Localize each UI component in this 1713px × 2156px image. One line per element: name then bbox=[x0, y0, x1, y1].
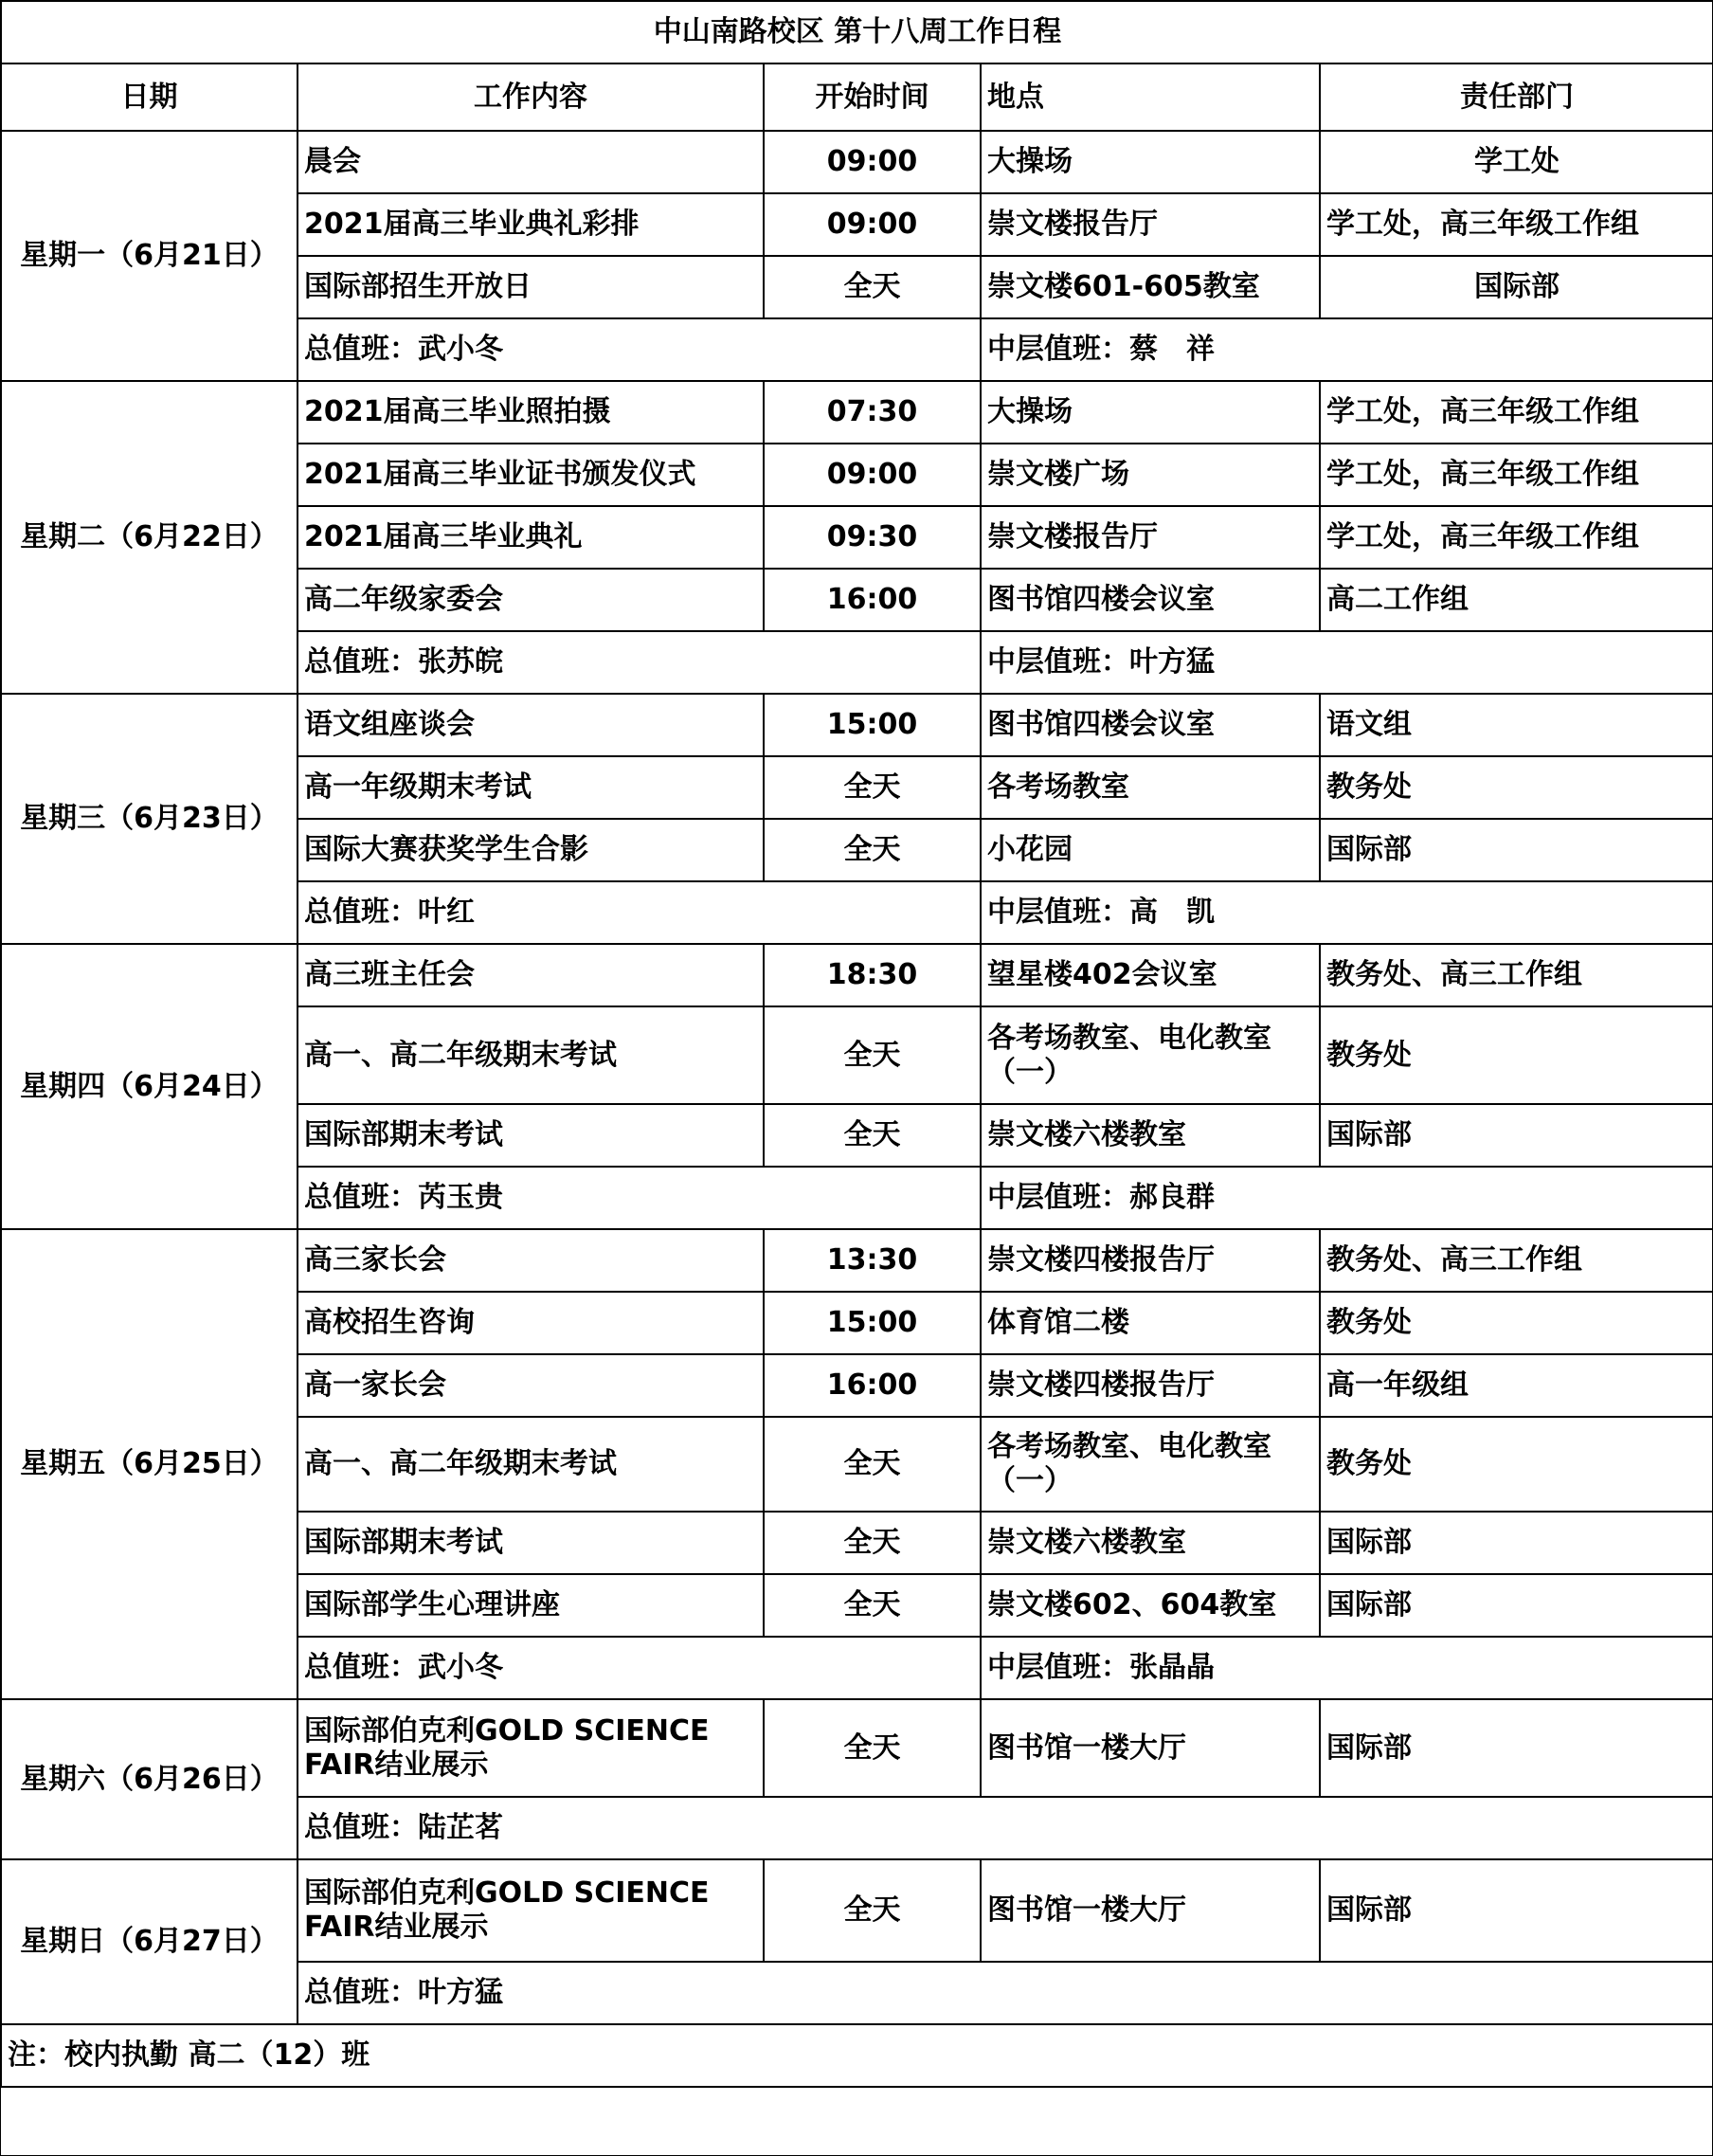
duty-middle: 中层值班：叶方猛 bbox=[981, 631, 1713, 694]
work-content: 国际部招生开放日 bbox=[298, 256, 764, 318]
day-label: 星期一（6月21日） bbox=[1, 131, 298, 381]
work-content: 语文组座谈会 bbox=[298, 694, 764, 756]
responsible-dept: 教务处、高三工作组 bbox=[1320, 944, 1713, 1006]
start-time: 09:00 bbox=[764, 131, 981, 193]
location: 图书馆四楼会议室 bbox=[981, 569, 1320, 631]
location: 图书馆一楼大厅 bbox=[981, 1699, 1320, 1797]
duty-general: 总值班：张苏皖 bbox=[298, 631, 981, 694]
location: 崇文楼六楼教室 bbox=[981, 1512, 1320, 1574]
footer-note: 注：校内执勤 高二（12）班 bbox=[1, 2024, 1713, 2087]
responsible-dept: 教务处 bbox=[1320, 1292, 1713, 1354]
day-label: 星期六（6月26日） bbox=[1, 1699, 298, 1859]
duty-middle: 中层值班：郝良群 bbox=[981, 1167, 1713, 1229]
location: 图书馆四楼会议室 bbox=[981, 694, 1320, 756]
responsible-dept: 语文组 bbox=[1320, 694, 1713, 756]
location: 各考场教室 bbox=[981, 756, 1320, 819]
start-time: 全天 bbox=[764, 1574, 981, 1637]
work-content: 高三家长会 bbox=[298, 1229, 764, 1292]
work-content: 2021届高三毕业证书颁发仪式 bbox=[298, 444, 764, 506]
header-date: 日期 bbox=[1, 63, 298, 131]
work-content: 2021届高三毕业典礼彩排 bbox=[298, 193, 764, 256]
start-time: 全天 bbox=[764, 1859, 981, 1962]
start-time: 16:00 bbox=[764, 569, 981, 631]
page-title: 中山南路校区 第十八周工作日程 bbox=[1, 1, 1713, 63]
duty-middle: 中层值班：张晶晶 bbox=[981, 1637, 1713, 1699]
start-time: 全天 bbox=[764, 819, 981, 881]
work-content: 晨会 bbox=[298, 131, 764, 193]
start-time: 09:00 bbox=[764, 444, 981, 506]
work-content: 高一家长会 bbox=[298, 1354, 764, 1417]
start-time: 15:00 bbox=[764, 1292, 981, 1354]
start-time: 全天 bbox=[764, 1699, 981, 1797]
day-label: 星期五（6月25日） bbox=[1, 1229, 298, 1699]
work-content: 高三班主任会 bbox=[298, 944, 764, 1006]
work-content: 国际大赛获奖学生合影 bbox=[298, 819, 764, 881]
location: 图书馆一楼大厅 bbox=[981, 1859, 1320, 1962]
work-content: 高一年级期末考试 bbox=[298, 756, 764, 819]
responsible-dept: 学工处，高三年级工作组 bbox=[1320, 381, 1713, 444]
work-content: 高一、高二年级期末考试 bbox=[298, 1417, 764, 1512]
start-time: 全天 bbox=[764, 1006, 981, 1104]
responsible-dept: 教务处、高三工作组 bbox=[1320, 1229, 1713, 1292]
work-content: 国际部期末考试 bbox=[298, 1512, 764, 1574]
responsible-dept: 国际部 bbox=[1320, 1104, 1713, 1167]
start-time: 全天 bbox=[764, 756, 981, 819]
day-label: 星期日（6月27日） bbox=[1, 1859, 298, 2024]
header-place: 地点 bbox=[981, 63, 1320, 131]
start-time: 全天 bbox=[764, 1417, 981, 1512]
location: 崇文楼报告厅 bbox=[981, 506, 1320, 569]
responsible-dept: 教务处 bbox=[1320, 756, 1713, 819]
location: 大操场 bbox=[981, 381, 1320, 444]
day-label: 星期二（6月22日） bbox=[1, 381, 298, 694]
work-content: 国际部伯克利GOLD SCIENCE FAIR结业展示 bbox=[298, 1699, 764, 1797]
duty-general: 总值班：武小冬 bbox=[298, 318, 981, 381]
title-row bbox=[1, 1, 1713, 63]
table-row bbox=[1, 694, 1713, 756]
start-time: 全天 bbox=[764, 1104, 981, 1167]
responsible-dept: 学工处 bbox=[1320, 131, 1713, 193]
duty-middle: 中层值班：蔡 祥 bbox=[981, 318, 1713, 381]
responsible-dept: 国际部 bbox=[1320, 819, 1713, 881]
table-row bbox=[1, 131, 1713, 193]
location: 各考场教室、电化教室（一） bbox=[981, 1417, 1320, 1512]
responsible-dept: 国际部 bbox=[1320, 1512, 1713, 1574]
location: 大操场 bbox=[981, 131, 1320, 193]
location: 体育馆二楼 bbox=[981, 1292, 1320, 1354]
location: 小花园 bbox=[981, 819, 1320, 881]
start-time: 07:30 bbox=[764, 381, 981, 444]
duty-general: 总值班：陆芷茗 bbox=[298, 1797, 1713, 1859]
start-time: 13:30 bbox=[764, 1229, 981, 1292]
start-time: 全天 bbox=[764, 1512, 981, 1574]
location: 崇文楼四楼报告厅 bbox=[981, 1229, 1320, 1292]
note-row bbox=[1, 2024, 1713, 2087]
responsible-dept: 学工处，高三年级工作组 bbox=[1320, 506, 1713, 569]
duty-middle: 中层值班：高 凯 bbox=[981, 881, 1713, 944]
start-time: 15:00 bbox=[764, 694, 981, 756]
work-content: 高校招生咨询 bbox=[298, 1292, 764, 1354]
start-time: 09:00 bbox=[764, 193, 981, 256]
responsible-dept: 学工处，高三年级工作组 bbox=[1320, 444, 1713, 506]
location: 望星楼402会议室 bbox=[981, 944, 1320, 1006]
start-time: 09:30 bbox=[764, 506, 981, 569]
header-dept: 责任部门 bbox=[1320, 63, 1713, 131]
responsible-dept: 国际部 bbox=[1320, 1859, 1713, 1962]
day-label: 星期三（6月23日） bbox=[1, 694, 298, 944]
duty-general: 总值班：叶方猛 bbox=[298, 1962, 1713, 2024]
location: 崇文楼四楼报告厅 bbox=[981, 1354, 1320, 1417]
duty-general: 总值班：武小冬 bbox=[298, 1637, 981, 1699]
table-row bbox=[1, 381, 1713, 444]
table-row bbox=[1, 944, 1713, 1006]
work-content: 国际部学生心理讲座 bbox=[298, 1574, 764, 1637]
work-content: 国际部期末考试 bbox=[298, 1104, 764, 1167]
location: 崇文楼六楼教室 bbox=[981, 1104, 1320, 1167]
table-row bbox=[1, 1229, 1713, 1292]
responsible-dept: 高一年级组 bbox=[1320, 1354, 1713, 1417]
duty-general: 总值班：叶红 bbox=[298, 881, 981, 944]
location: 各考场教室、电化教室（一） bbox=[981, 1006, 1320, 1104]
table-row bbox=[1, 1699, 1713, 1797]
responsible-dept: 教务处 bbox=[1320, 1417, 1713, 1512]
header-row bbox=[1, 63, 1713, 131]
work-content: 2021届高三毕业照拍摄 bbox=[298, 381, 764, 444]
work-content: 高二年级家委会 bbox=[298, 569, 764, 631]
start-time: 18:30 bbox=[764, 944, 981, 1006]
responsible-dept: 国际部 bbox=[1320, 256, 1713, 318]
location: 崇文楼报告厅 bbox=[981, 193, 1320, 256]
header-content: 工作内容 bbox=[298, 63, 764, 131]
location: 崇文楼602、604教室 bbox=[981, 1574, 1320, 1637]
responsible-dept: 学工处，高三年级工作组 bbox=[1320, 193, 1713, 256]
work-content: 国际部伯克利GOLD SCIENCE FAIR结业展示 bbox=[298, 1859, 764, 1962]
work-content: 2021届高三毕业典礼 bbox=[298, 506, 764, 569]
responsible-dept: 高二工作组 bbox=[1320, 569, 1713, 631]
duty-general: 总值班：芮玉贵 bbox=[298, 1167, 981, 1229]
location: 崇文楼广场 bbox=[981, 444, 1320, 506]
day-label: 星期四（6月24日） bbox=[1, 944, 298, 1229]
responsible-dept: 教务处 bbox=[1320, 1006, 1713, 1104]
responsible-dept: 国际部 bbox=[1320, 1574, 1713, 1637]
table-row bbox=[1, 1859, 1713, 1962]
location: 崇文楼601-605教室 bbox=[981, 256, 1320, 318]
header-time: 开始时间 bbox=[764, 63, 981, 131]
responsible-dept: 国际部 bbox=[1320, 1699, 1713, 1797]
start-time: 全天 bbox=[764, 256, 981, 318]
work-content: 高一、高二年级期末考试 bbox=[298, 1006, 764, 1104]
start-time: 16:00 bbox=[764, 1354, 981, 1417]
